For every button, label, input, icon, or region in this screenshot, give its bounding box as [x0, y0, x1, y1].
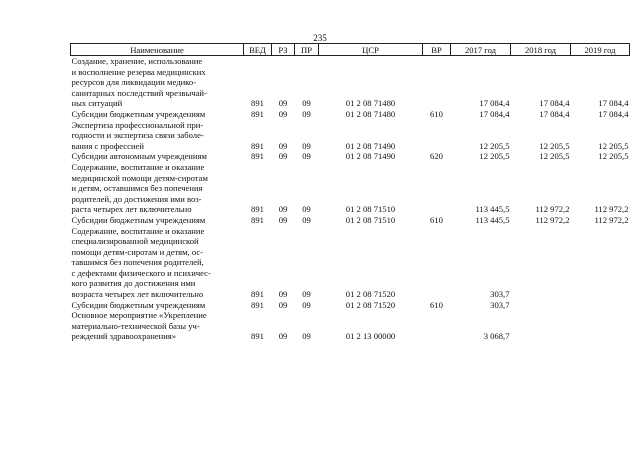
- row-rz: 09: [278, 108, 288, 119]
- table-row: [71, 310, 630, 342]
- row-2019: [571, 300, 630, 311]
- row-name-text: Субсидии бюджетным учреждениям: [71, 108, 206, 119]
- row-2017: 17 084,4: [479, 108, 510, 119]
- header-vr: ВР: [423, 44, 451, 56]
- row-name: [71, 215, 244, 226]
- header-name: Наименование: [71, 44, 244, 56]
- row-2017: 303,7: [490, 299, 510, 310]
- row-2017: 3 068,7: [483, 331, 510, 342]
- table-row: [71, 300, 630, 311]
- row-pr: 09: [302, 289, 311, 300]
- row-2019: 12 205,5: [598, 151, 629, 162]
- row-2019: 17 084,4: [598, 108, 629, 119]
- row-rz: 09: [278, 98, 288, 109]
- row-name-text: Содержание, воспитание и оказание специализированной медицинской помощи детям-сиротам и детям, ос- тавшимся без попечения родителей, с дефектами физического и психичес- кого развития до достижения ими возраста четырех лет включительно: [71, 225, 211, 300]
- row-vr: [423, 226, 451, 300]
- row-ved: 891: [251, 98, 264, 109]
- row-name: [71, 109, 244, 120]
- row-rz: 09: [278, 204, 288, 215]
- header-rz: РЗ: [272, 44, 295, 56]
- row-csr: 01 2 08 71480: [345, 98, 396, 109]
- row-csr: 01 2 08 71490: [345, 151, 396, 162]
- row-ved: 891: [251, 214, 264, 225]
- row-pr: 09: [302, 108, 311, 119]
- row-2017: 12 205,5: [479, 151, 510, 162]
- row-2018: 17 084,4: [539, 108, 570, 119]
- row-name-text: Содержание, воспитание и оказание медицинской помощи детям-сиротам и детям, оставшимся без попечения родителей, до достижения ими воз- раста четырех лет включительно: [71, 161, 208, 215]
- row-vr: [423, 56, 451, 109]
- row-2019: 112 972,2: [594, 204, 629, 215]
- row-name: [71, 56, 244, 109]
- row-csr: 01 2 08 71510: [345, 204, 396, 215]
- table-row: [71, 162, 630, 215]
- row-2017: 113 445,5: [475, 214, 510, 225]
- row-2018: 112 972,2: [535, 204, 570, 215]
- row-pr: 09: [302, 140, 311, 151]
- row-csr: 01 2 08 71510: [345, 214, 396, 225]
- row-2018: [511, 310, 571, 342]
- header-2018: 2018 год: [511, 44, 571, 56]
- row-2017: 17 084,4: [479, 98, 510, 109]
- budget-table: [70, 43, 630, 342]
- row-pr: 09: [302, 151, 311, 162]
- row-ved: 891: [251, 204, 264, 215]
- row-name: [71, 310, 244, 342]
- row-2017: 303,7: [490, 289, 510, 300]
- row-pr: 09: [302, 214, 311, 225]
- row-name: [71, 162, 244, 215]
- row-csr: 01 2 08 71520: [345, 289, 396, 300]
- row-vr: 610: [430, 108, 443, 119]
- row-pr: 09: [302, 299, 311, 310]
- header-pr: ПР: [295, 44, 319, 56]
- row-vr: 620: [430, 151, 443, 162]
- row-rz: 09: [278, 289, 288, 300]
- row-pr: 09: [302, 204, 311, 215]
- row-vr: 610: [430, 214, 443, 225]
- table-row: [71, 215, 630, 226]
- row-2018: 112 972,2: [535, 214, 570, 225]
- row-ved: 891: [251, 289, 264, 300]
- row-2019: [571, 310, 630, 342]
- row-vr: 610: [430, 299, 443, 310]
- row-pr: 09: [302, 331, 311, 342]
- row-ved: 891: [251, 299, 264, 310]
- page-number: 235: [313, 33, 327, 43]
- table-row: [71, 226, 630, 300]
- table-row: [71, 56, 630, 109]
- table-row: [71, 151, 630, 162]
- row-2019: [571, 226, 630, 300]
- row-ved: 891: [251, 331, 264, 342]
- row-csr: 01 2 08 71490: [345, 140, 396, 151]
- row-name-text: Экспертиза профессиональной при- годности и экспертиза связи заболе- вания с профессией: [71, 119, 204, 151]
- row-name-text: Создание, хранение, использование и восполнение резерва медицинских ресурсов для ликвидации медико- санитарных последствий чрезвычай- ных ситуаций: [71, 56, 207, 109]
- row-2018: [511, 300, 571, 311]
- row-csr: 01 2 08 71480: [345, 108, 396, 119]
- table-row: [71, 120, 630, 152]
- row-2019: 12 205,5: [598, 140, 629, 151]
- row-name: [71, 120, 244, 152]
- row-2019: 17 084,4: [598, 98, 629, 109]
- header-ved: ВЕД: [244, 44, 272, 56]
- row-2018: 12 205,5: [539, 140, 570, 151]
- header-2017: 2017 год: [451, 44, 511, 56]
- row-name: [71, 151, 244, 162]
- row-pr: 09: [302, 98, 311, 109]
- row-name: [71, 226, 244, 300]
- row-ved: 891: [251, 151, 264, 162]
- row-2017: 113 445,5: [475, 204, 510, 215]
- row-name-text: Субсидии автономным учреждениям: [71, 151, 207, 162]
- table-header-row: [71, 44, 630, 56]
- row-2018: 12 205,5: [539, 151, 570, 162]
- row-2018: 17 084,4: [539, 98, 570, 109]
- row-ved: 891: [251, 108, 264, 119]
- row-2019: 112 972,2: [594, 214, 629, 225]
- row-name-text: Субсидии бюджетным учреждениям: [71, 214, 206, 225]
- row-vr: [423, 162, 451, 215]
- row-rz: 09: [278, 299, 288, 310]
- row-csr: 01 2 13 00000: [345, 331, 396, 342]
- row-rz: 09: [278, 140, 288, 151]
- row-2018: [511, 226, 571, 300]
- row-vr: [423, 310, 451, 342]
- row-rz: 09: [278, 151, 288, 162]
- row-ved: 891: [251, 140, 264, 151]
- header-2019: 2019 год: [571, 44, 630, 56]
- row-rz: 09: [278, 214, 288, 225]
- row-2017: 12 205,5: [479, 140, 510, 151]
- table-row: [71, 109, 630, 120]
- row-csr: 01 2 08 71520: [345, 299, 396, 310]
- row-vr: [423, 120, 451, 152]
- row-name-text: Основное мероприятие «Укрепление материально-технической базы уч- реждений здравоохранения»: [71, 310, 207, 342]
- row-name-text: Субсидии бюджетным учреждениям: [71, 299, 206, 310]
- row-rz: 09: [278, 331, 288, 342]
- row-name: [71, 300, 244, 311]
- header-csr: ЦСР: [319, 44, 423, 56]
